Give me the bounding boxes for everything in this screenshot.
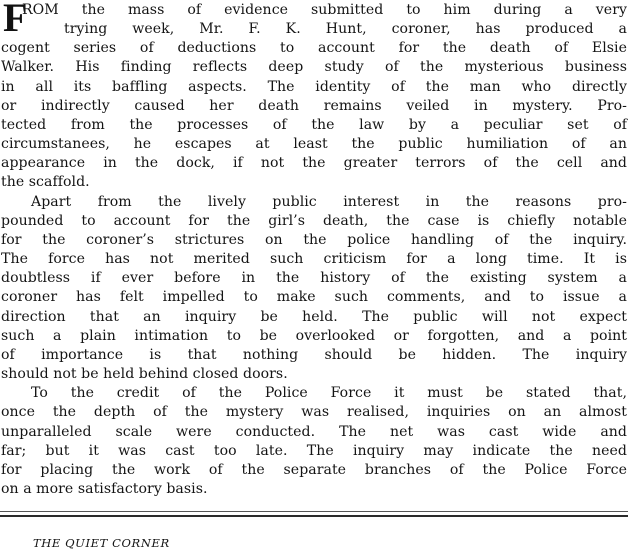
- article-line: Walker. His finding reflects deep study of the mysterious business: [1, 59, 627, 75]
- article-line: direction that an inquiry be held. The public will not expect: [1, 309, 627, 325]
- article-line: cogent series of deductions to account for the death of Elsie: [1, 40, 627, 56]
- article-line: far; but it was cast too late. The inquiry may indicate the need: [1, 443, 627, 459]
- article-line: trying week, Mr. F. K. Hunt, coroner, has produced a: [64, 21, 627, 37]
- article-line: on a more satisfactory basis.: [1, 481, 208, 497]
- article-line: To the credit of the Police Force it must be stated that,: [31, 385, 627, 401]
- article-line: for the coroner’s strictures on the police handling of the inquiry.: [1, 232, 627, 248]
- article-line: unparalleled scale were conducted. The net was cast wide and: [1, 424, 627, 440]
- article-line: once the depth of the mystery was realised, inquiries on an almost: [1, 404, 627, 420]
- article-line: for placing the work of the separate branches of the Police Force: [1, 462, 627, 478]
- article-line: in all its baffling aspects. The identity of the man who directly: [1, 79, 627, 95]
- article-line: circumstanees, he escapes at least the public humiliation of an: [1, 136, 627, 152]
- article-line: tected from the processes of the law by a peculiar set of: [1, 117, 627, 133]
- divider-rule: [0, 511, 628, 512]
- article-line: or indirectly caused her death remains veiled in mystery. Pro-: [1, 98, 627, 114]
- article-line: Apart from the lively public interest in the reasons pro-: [31, 194, 627, 210]
- article-line: appearance in the dock, if not the greater terrors of the cell and: [1, 155, 627, 171]
- article-line: coroner has felt impelled to make such comments, and to issue a: [1, 289, 627, 305]
- drop-cap: F: [3, 0, 28, 40]
- article-line: pounded to account for the girl’s death, the case is chiefly notable: [1, 213, 627, 229]
- article-line: doubtless if ever before in the history of the existing system a: [1, 270, 627, 286]
- section-label: THE QUIET CORNER: [33, 536, 170, 550]
- article-line: of importance is that nothing should be hidden. The inquiry: [1, 347, 627, 363]
- article-line: should not be held behind closed doors.: [1, 366, 288, 382]
- article-line: ROM the mass of evidence submitted to him during a very: [22, 2, 627, 18]
- article-line: such a plain intimation to be overlooked or forgotten, and a point: [1, 328, 627, 344]
- divider-rule: [0, 515, 628, 517]
- article-line: the scaffold.: [1, 174, 90, 190]
- article-line: The force has not merited such criticism for a long time. It is: [1, 251, 627, 267]
